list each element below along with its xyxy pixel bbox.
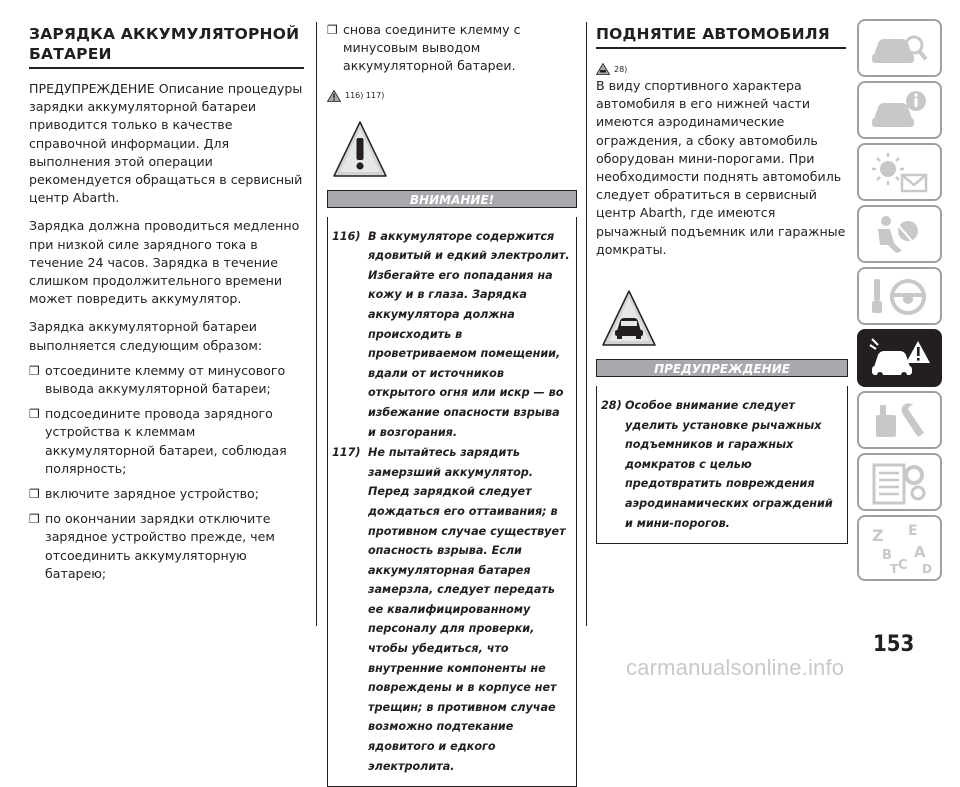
heading-line: ЗАРЯДКА АККУМУЛЯТОРНОЙ (29, 25, 300, 43)
reference-number: 28) (614, 64, 628, 74)
left-column (29, 0, 304, 583)
exclamation-warning-icon (332, 120, 388, 180)
wrench-service-icon (868, 397, 932, 445)
list-item (29, 405, 304, 478)
tab-specifications[interactable] (857, 453, 942, 511)
list-item (327, 21, 577, 76)
svg-text:B: B (882, 548, 892, 563)
alphabetical-index-icon (868, 521, 932, 577)
checkbox-bullet-icon: ❒ (29, 487, 40, 502)
middle-column (327, 0, 577, 787)
column-divider (586, 22, 587, 626)
steering-wheel-icon (868, 273, 932, 321)
section-heading-battery-charging (29, 24, 304, 69)
warning-reference (327, 90, 577, 102)
caution-banner: ПРЕДУПРЕЖДЕНИЕ (596, 359, 848, 377)
tab-index[interactable] (857, 515, 942, 581)
tab-starting-driving[interactable] (857, 267, 942, 325)
list-item (29, 362, 304, 398)
warning-number: 116) (332, 229, 361, 243)
tab-airbag-safety[interactable] (857, 205, 942, 263)
car-info-icon (868, 87, 932, 135)
car-warning-triangle-icon (596, 63, 610, 75)
tab-warning-lights[interactable] (857, 143, 942, 201)
svg-text:C: C (898, 558, 908, 573)
tab-car-info[interactable] (857, 81, 942, 139)
list-item-text: включите зарядное устройство; (45, 486, 260, 502)
list-item-text: подсоедините провода зарядного устройства к клеммам аккумуляторной батареи, соблюдая полярность; (45, 406, 287, 476)
airbag-icon (868, 211, 932, 259)
warning-item (332, 443, 570, 776)
warning-lights-icon (868, 149, 932, 197)
svg-text:D: D (922, 562, 932, 576)
caution-box (596, 386, 848, 544)
warning-number: 28) (601, 399, 622, 413)
reference-numbers: 116) 117) (345, 91, 385, 101)
tab-car-search[interactable] (857, 19, 942, 77)
tab-servicing[interactable] (857, 391, 942, 449)
car-emergency-icon (868, 335, 932, 383)
list-item-text: по окончании зарядки отключите зарядное устройство прежде, чем отсоединить аккумуляторную батарею; (45, 511, 275, 581)
checkbox-bullet-icon: ❒ (327, 23, 338, 37)
page-number: 153 (873, 632, 915, 657)
warning-text: В аккумуляторе содержится ядовитый и едкий электролит. Избегайте его попадания на кожу и в глаза. Зарядка аккумулятора должна происходить в проветриваемом помещении, вдали от источников открытого огня или искр — во избежание опасности взрыва и возгорания. (368, 229, 570, 439)
tab-emergency[interactable] (857, 329, 942, 387)
paragraph-charging-time: Зарядка должна проводиться медленно при низкой силе зарядного тока в течение 24 часов. Зарядка в течение слишком продолжительного времени может повредить аккумулятор. (29, 218, 300, 307)
list-item-text: отсоедините клемму от минусового вывода аккумуляторной батареи; (45, 362, 286, 397)
checkbox-bullet-icon: ❒ (29, 512, 40, 527)
svg-text:E: E (908, 523, 918, 539)
right-column (596, 0, 848, 544)
section-heading-lifting: ПОДНЯТИЕ АВТОМОБИЛЯ (596, 24, 846, 49)
car-search-icon (868, 25, 932, 73)
heading-line: БАТАРЕИ (29, 45, 112, 63)
paragraph-lifting: В виду спортивного характера автомобиля в его нижней части имеются аэродинамические ограждения, а сбоку автомобиль оборудован мини-порогами. При необходимости поднять автомобиль следует обратиться в сервисный центр Abarth, где имеются рычажный подъемник или гаражные домкраты. (596, 78, 846, 257)
warning-item (601, 396, 841, 533)
warning-triangle-icon (327, 90, 341, 102)
warning-item (332, 227, 570, 443)
watermark: carmanualsonline.info (626, 655, 845, 680)
list-item-text: снова соедините клемму с минусовым выводом аккумуляторной батареи. (343, 22, 521, 74)
svg-text:A: A (914, 543, 926, 561)
paragraph-notice: ПРЕДУПРЕЖДЕНИЕ Описание процедуры зарядки аккумуляторной батареи приводится только в качестве справочной информации. Для выполнения этой операции рекомендуется обращаться в сервисный центр Abarth. (29, 81, 303, 206)
warning-text: Особое внимание следует уделить установке рычажных подъемников и гаражных домкратов с целью предотвратить повреждения аэродинамических ограждений и мини-порогов. (625, 399, 833, 530)
svg-text:Z: Z (872, 526, 884, 545)
warning-box (327, 217, 577, 787)
list-item (29, 485, 304, 503)
warning-number: 117) (332, 446, 361, 460)
specifications-icon (868, 459, 932, 507)
warning-reference (596, 63, 848, 75)
warning-text: Не пытайтесь зарядить замерзший аккумулятор. Перед зарядкой следует дождаться его оттаивания; в противном случае существует опасность взрыва. Если аккумуляторная батарея замерзла, следует передать ее квалифицированному персоналу для проверки, чтобы убедиться, что внутренние компоненты не повреждены и в корпусе нет трещин; в противном случае возможно подтекание ядовитого и едкого электролита. (368, 446, 566, 773)
svg-text:T: T (890, 562, 899, 576)
checkbox-bullet-icon: ❒ (29, 407, 40, 422)
warning-banner: ВНИМАНИЕ! (327, 190, 577, 208)
list-item (29, 510, 304, 583)
column-divider (316, 22, 317, 626)
paragraph-procedure-intro: Зарядка аккумуляторной батареи выполняется следующим образом: (29, 319, 263, 353)
car-warning-icon (601, 289, 657, 349)
checkbox-bullet-icon: ❒ (29, 363, 40, 378)
